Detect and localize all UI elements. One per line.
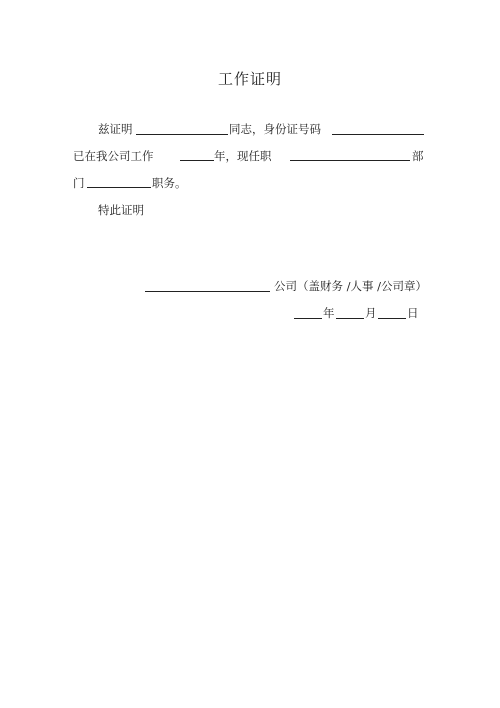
day-blank[interactable] [378, 318, 406, 319]
years-label: 年，现任职 [214, 149, 272, 163]
month-label: 月 [365, 306, 377, 320]
hereby-certify: 特此证明 [98, 203, 144, 217]
position-blank[interactable] [87, 187, 151, 188]
name-blank[interactable] [136, 134, 228, 135]
id-number-blank[interactable] [332, 134, 424, 135]
month-blank[interactable] [336, 318, 364, 319]
year-label: 年 [323, 306, 335, 320]
years-blank[interactable] [180, 160, 214, 161]
certify-prefix: 兹证明 [98, 122, 133, 136]
company-name-blank[interactable] [145, 291, 270, 292]
year-blank[interactable] [294, 318, 322, 319]
department-blank[interactable] [290, 160, 410, 161]
department-label-start: 部 [412, 149, 424, 163]
department-label-end: 门 [73, 176, 85, 190]
id-label: 同志，身份证号码 [229, 122, 321, 136]
employment-prefix: 已在我公司工作 [73, 149, 154, 163]
document-title: 工作证明 [217, 70, 282, 88]
day-label: 日 [407, 306, 419, 320]
position-label: 职务。 [152, 176, 187, 190]
company-seal-label: 公司（盖财务 /人事 /公司章） [274, 279, 428, 293]
